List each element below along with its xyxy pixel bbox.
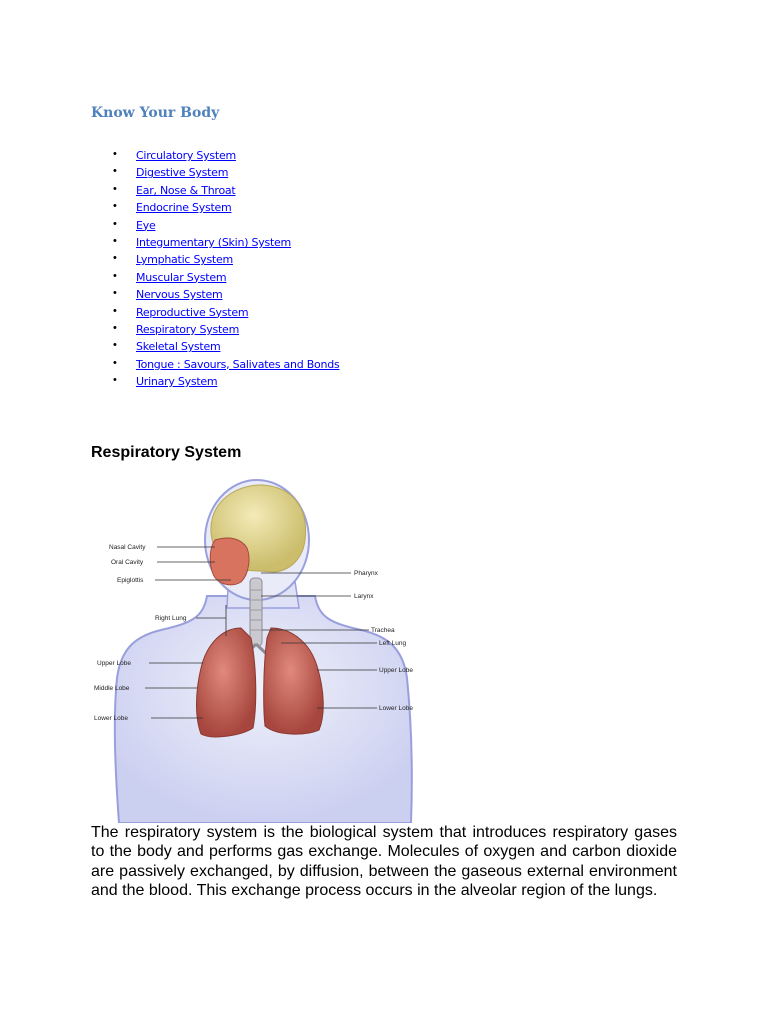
label-nasal-cavity: Nasal Cavity	[109, 544, 146, 551]
list-item	[0, 372, 339, 389]
label-upper-lobe-right: Upper Lobe	[379, 667, 413, 674]
bullet: •	[113, 217, 117, 230]
bullet: •	[113, 356, 117, 369]
link-endocrine-system[interactable]: Endocrine System	[136, 201, 232, 215]
bullet: •	[113, 287, 117, 300]
link-tongue[interactable]: Tongue : Savours, Salivates and Bonds	[136, 357, 340, 371]
bullet: •	[113, 252, 117, 265]
page-heading: Know Your Body	[91, 105, 220, 121]
label-pharynx: Pharynx	[354, 570, 378, 577]
bullet: •	[113, 148, 117, 160]
label-oral-cavity: Oral Cavity	[111, 559, 144, 566]
label-trachea: Trachea	[371, 627, 395, 634]
label-epiglottis: Epiglottis	[117, 577, 144, 584]
list-item	[0, 337, 339, 354]
bullet: •	[113, 374, 117, 387]
link-urinary-system[interactable]: Urinary System	[136, 375, 218, 389]
label-lower-lobe-left: Lower Lobe	[94, 715, 128, 722]
list-item	[0, 355, 339, 372]
link-eye[interactable]: Eye	[136, 218, 156, 232]
bullet: •	[113, 200, 117, 213]
label-right-lung: Right Lung	[155, 615, 187, 622]
respiratory-system-illustration	[91, 478, 425, 823]
bullet: •	[113, 339, 117, 352]
label-left-lung: Left Lung	[379, 640, 407, 647]
list-item	[0, 216, 339, 233]
link-skeletal-system[interactable]: Skeletal System	[136, 340, 221, 354]
body-systems-list	[0, 146, 339, 389]
bullet: •	[113, 304, 117, 317]
bullet: •	[113, 321, 117, 334]
link-muscular-system[interactable]: Muscular System	[136, 270, 227, 284]
link-respiratory-system[interactable]: Respiratory System	[136, 322, 240, 336]
list-item	[0, 181, 339, 198]
link-integumentary-system[interactable]: Integumentary (Skin) System	[136, 235, 292, 249]
link-nervous-system[interactable]: Nervous System	[136, 288, 223, 302]
trachea	[250, 578, 262, 646]
label-lower-lobe-right: Lower Lobe	[379, 705, 413, 712]
bullet: •	[113, 182, 117, 195]
list-item	[0, 320, 339, 337]
link-circulatory-system[interactable]: Circulatory System	[136, 149, 236, 162]
link-digestive-system[interactable]: Digestive System	[136, 166, 229, 180]
link-lymphatic-system[interactable]: Lymphatic System	[136, 253, 233, 267]
list-item	[0, 268, 339, 285]
list-item	[0, 250, 339, 267]
bullet: •	[113, 165, 117, 178]
list-item	[0, 163, 339, 180]
list-item	[0, 285, 339, 302]
label-larynx: Larynx	[354, 593, 374, 600]
bullet: •	[113, 269, 117, 282]
description-paragraph: The respiratory system is the biological system that introduces respiratory gases to the body and performs gas exchange. Molecules of oxygen and carbon dioxide are passively exchanged, by diffusion, between the gaseous external environment and the blood. This exchange process occurs in the alveolar region of the lungs.	[91, 824, 677, 900]
list-item	[0, 233, 339, 250]
list-item	[0, 198, 339, 215]
label-middle-lobe: Middle Lobe	[94, 685, 130, 692]
nasal-oral-cavity	[210, 538, 249, 585]
section-title: Respiratory System	[91, 444, 242, 461]
link-reproductive-system[interactable]: Reproductive System	[136, 305, 249, 319]
list-item	[0, 146, 339, 163]
list-item	[0, 303, 339, 320]
respiratory-diagram	[91, 478, 425, 823]
label-upper-lobe-left: Upper Lobe	[97, 660, 131, 667]
link-ear-nose-throat[interactable]: Ear, Nose & Throat	[136, 183, 236, 197]
bullet: •	[113, 234, 117, 247]
